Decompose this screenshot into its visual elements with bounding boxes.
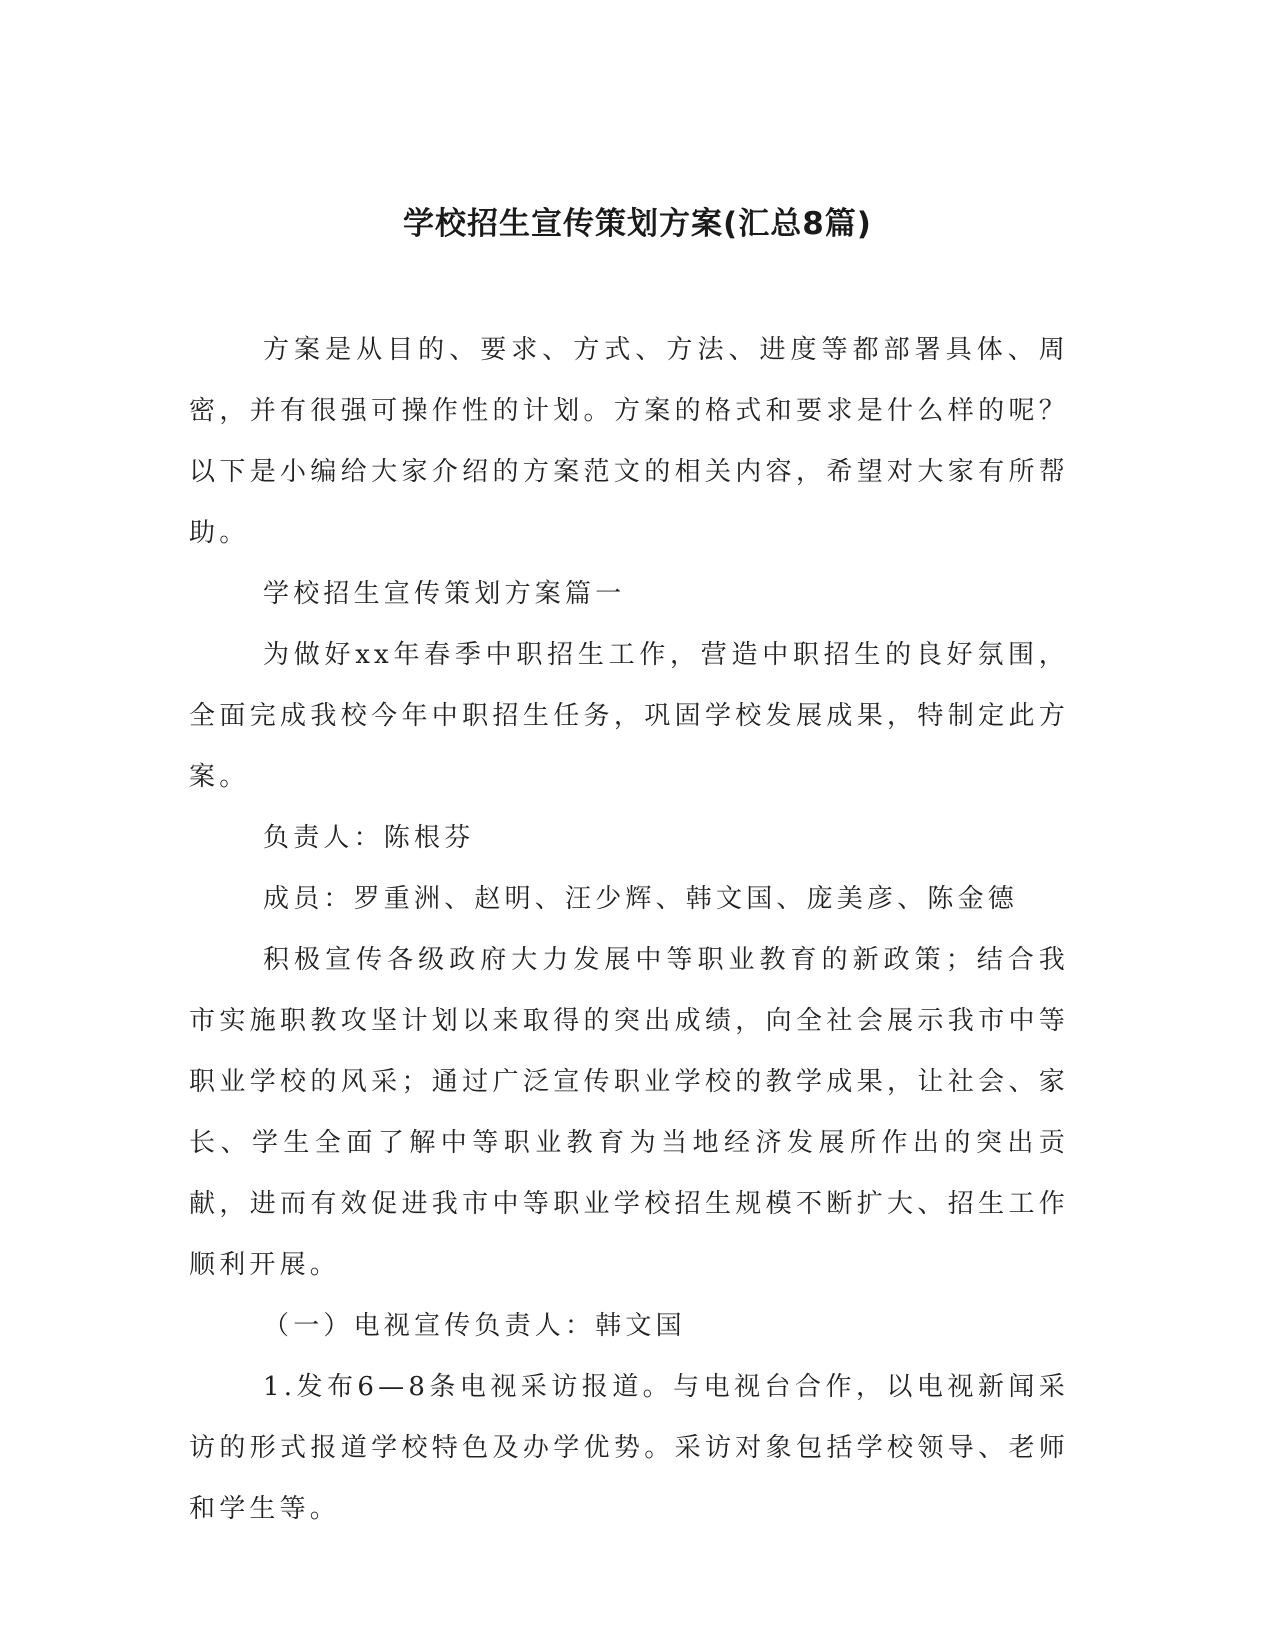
section-heading: 学校招生宣传策划方案篇一: [263, 579, 626, 609]
subsection-heading: （一）电视宣传负责人：韩文国: [263, 1311, 686, 1341]
purpose-paragraph: 为做好xx年春季中职招生工作，营造中职招生的良好氛围，全面完成我校今年中职招生任务，巩固学校发展成果，特制定此方案。: [189, 640, 1069, 792]
intro-paragraph: 方案是从目的、要求、方式、方法、进度等都部署具体、周密，并有很强可操作性的计划。方案的格式和要求是什么样的呢？以下是小编给大家介绍的方案范文的相关内容，希望对大家有所帮助。: [189, 335, 1069, 548]
goals-paragraph: 积极宣传各级政府大力发展中等职业教育的新政策；结合我市实施职教攻坚计划以来取得的突出成绩，向全社会展示我市中等职业学校的风采；通过广泛宣传职业学校的教学成果，让社会、家长、学生全面了解中等职业教育为当地经济发展所作出的突出贡献，进而有效促进我市中等职业学校招生规模不断扩大、招生工作顺利开展。: [189, 945, 1069, 1280]
tv-publicity-paragraph: 1.发布6—8条电视采访报道。与电视台合作，以电视新闻采访的形式报道学校特色及办学优势。采访对象包括学校领导、老师和学生等。: [189, 1372, 1069, 1524]
document-body: [189, 320, 1069, 1540]
person-in-charge: 负责人：陈根芬: [263, 823, 475, 853]
document-title: 学校招生宣传策划方案(汇总8篇): [403, 206, 872, 242]
members-list: 成员：罗重洲、赵明、汪少辉、韩文国、庞美彦、陈金德: [263, 884, 1019, 914]
